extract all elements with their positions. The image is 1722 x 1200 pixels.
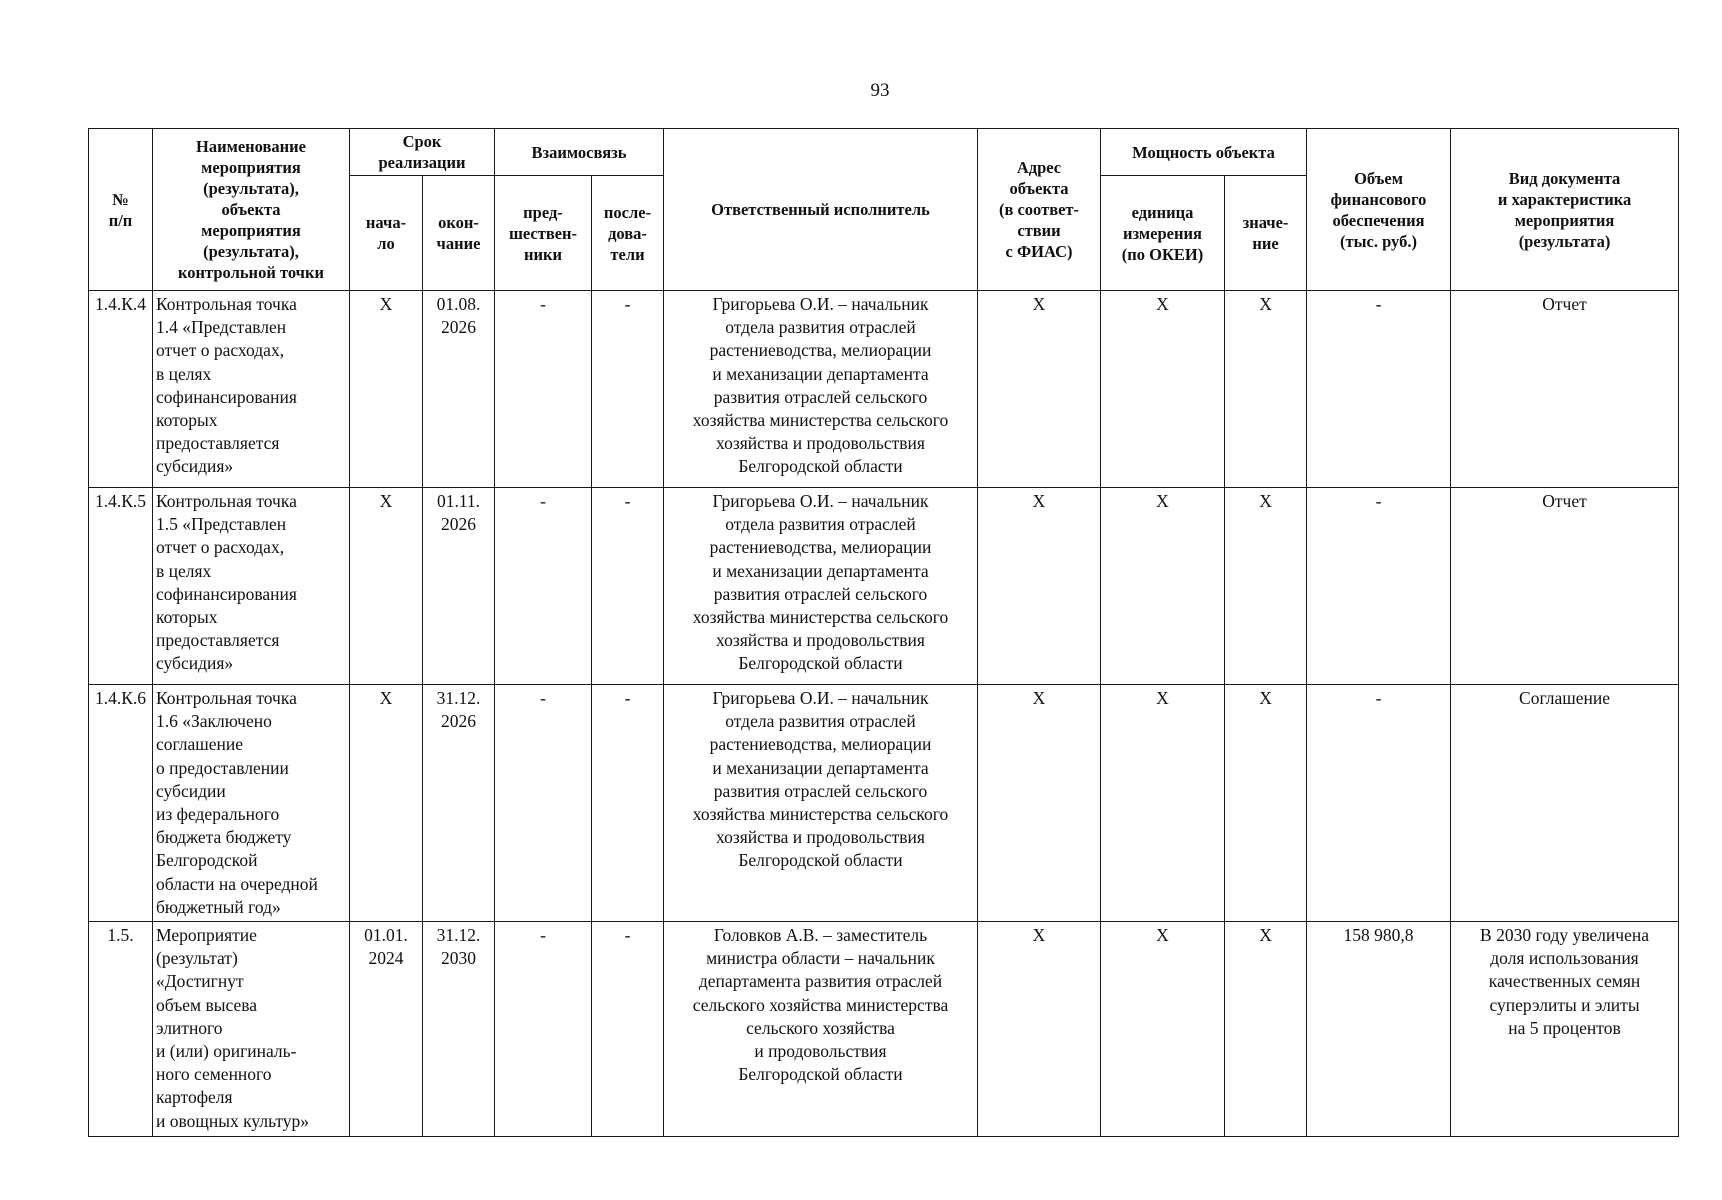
row-end: 01.08. 2026 bbox=[423, 291, 495, 488]
header-term: Срок реализации bbox=[350, 129, 495, 176]
plan-table bbox=[88, 128, 1679, 1137]
row-next: - bbox=[592, 685, 664, 922]
header-row-top bbox=[89, 129, 1679, 176]
row-value: Х bbox=[1225, 685, 1307, 922]
header-name: Наименование мероприятия (результата), объекта мероприятия (результата), контрольной точки bbox=[153, 129, 350, 291]
row-value: Х bbox=[1225, 291, 1307, 488]
row-finance: - bbox=[1307, 291, 1451, 488]
row-value: Х bbox=[1225, 488, 1307, 685]
row-num: 1.4.К.5 bbox=[89, 488, 153, 685]
row-name: Контрольная точка 1.4 «Представлен отчет о расходах, в целях софинансирования которых предоставляется субсидия» bbox=[153, 291, 350, 488]
row-prev: - bbox=[495, 291, 592, 488]
row-finance: - bbox=[1307, 488, 1451, 685]
header-address: Адрес объекта (в соответ- ствии с ФИАС) bbox=[978, 129, 1101, 291]
row-name: Мероприятие (результат) «Достигнут объем высева элитного и (или) оригиналь- ного семенного картофеля и овощных культур» bbox=[153, 922, 350, 1137]
row-end: 31.12. 2030 bbox=[423, 922, 495, 1137]
header-capacity-unit: единица измерения (по ОКЕИ) bbox=[1101, 176, 1225, 291]
row-prev: - bbox=[495, 685, 592, 922]
table-row bbox=[89, 488, 1679, 685]
row-start: 01.01. 2024 bbox=[350, 922, 423, 1137]
header-executor: Ответственный исполнитель bbox=[664, 129, 978, 291]
row-start: Х bbox=[350, 685, 423, 922]
row-unit: Х bbox=[1101, 922, 1225, 1137]
row-num: 1.4.К.6 bbox=[89, 685, 153, 922]
header-capacity: Мощность объекта bbox=[1101, 129, 1307, 176]
row-value: Х bbox=[1225, 922, 1307, 1137]
header-capacity-value: значе- ние bbox=[1225, 176, 1307, 291]
row-start: Х bbox=[350, 488, 423, 685]
header-term-end: окон- чание bbox=[423, 176, 495, 291]
header-relation-next: после- дова- тели bbox=[592, 176, 664, 291]
header-num: № п/п bbox=[89, 129, 153, 291]
page-number: 93 bbox=[870, 80, 890, 101]
table-row bbox=[89, 922, 1679, 1137]
row-end: 31.12. 2026 bbox=[423, 685, 495, 922]
row-name: Контрольная точка 1.6 «Заключено соглашение о предоставлении субсидии из федерального бюджета бюджету Белгородской области на очередной бюджетный год» bbox=[153, 685, 350, 922]
row-finance: 158 980,8 bbox=[1307, 922, 1451, 1137]
row-address: Х bbox=[978, 922, 1101, 1137]
row-executor: Григорьева О.И. – начальник отдела развития отраслей растениеводства, мелиорации и механизации департамента развития отраслей сельского хозяйства министерства сельского хозяйства и продовольствия Белгородской области bbox=[664, 291, 978, 488]
row-prev: - bbox=[495, 488, 592, 685]
row-unit: Х bbox=[1101, 685, 1225, 922]
header-relation: Взаимосвязь bbox=[495, 129, 664, 176]
table-row bbox=[89, 291, 1679, 488]
row-executor: Головков А.В. – заместитель министра области – начальник департамента развития отраслей сельского хозяйства министерства сельского хозяйства и продовольствия Белгородской области bbox=[664, 922, 978, 1137]
header-term-start: нача- ло bbox=[350, 176, 423, 291]
row-num: 1.4.К.4 bbox=[89, 291, 153, 488]
header-relation-prev: пред- шествен- ники bbox=[495, 176, 592, 291]
row-address: Х bbox=[978, 488, 1101, 685]
row-document: Отчет bbox=[1451, 291, 1679, 488]
row-address: Х bbox=[978, 685, 1101, 922]
row-prev: - bbox=[495, 922, 592, 1137]
row-unit: Х bbox=[1101, 488, 1225, 685]
row-num: 1.5. bbox=[89, 922, 153, 1137]
row-next: - bbox=[592, 488, 664, 685]
row-start: Х bbox=[350, 291, 423, 488]
header-finance: Объем финансового обеспечения (тыс. руб.) bbox=[1307, 129, 1451, 291]
row-unit: Х bbox=[1101, 291, 1225, 488]
table-row bbox=[89, 685, 1679, 922]
row-address: Х bbox=[978, 291, 1101, 488]
row-next: - bbox=[592, 922, 664, 1137]
row-name: Контрольная точка 1.5 «Представлен отчет о расходах, в целях софинансирования которых предоставляется субсидия» bbox=[153, 488, 350, 685]
row-finance: - bbox=[1307, 685, 1451, 922]
row-document: В 2030 году увеличена доля использования качественных семян суперэлиты и элиты на 5 процентов bbox=[1451, 922, 1679, 1137]
row-document: Отчет bbox=[1451, 488, 1679, 685]
row-executor: Григорьева О.И. – начальник отдела развития отраслей растениеводства, мелиорации и механизации департамента развития отраслей сельского хозяйства министерства сельского хозяйства и продовольствия Белгородской области bbox=[664, 685, 978, 922]
header-document: Вид документа и характеристика мероприятия (результата) bbox=[1451, 129, 1679, 291]
row-executor: Григорьева О.И. – начальник отдела развития отраслей растениеводства, мелиорации и механизации департамента развития отраслей сельского хозяйства министерства сельского хозяйства и продовольствия Белгородской области bbox=[664, 488, 978, 685]
row-end: 01.11. 2026 bbox=[423, 488, 495, 685]
row-next: - bbox=[592, 291, 664, 488]
row-document: Соглашение bbox=[1451, 685, 1679, 922]
